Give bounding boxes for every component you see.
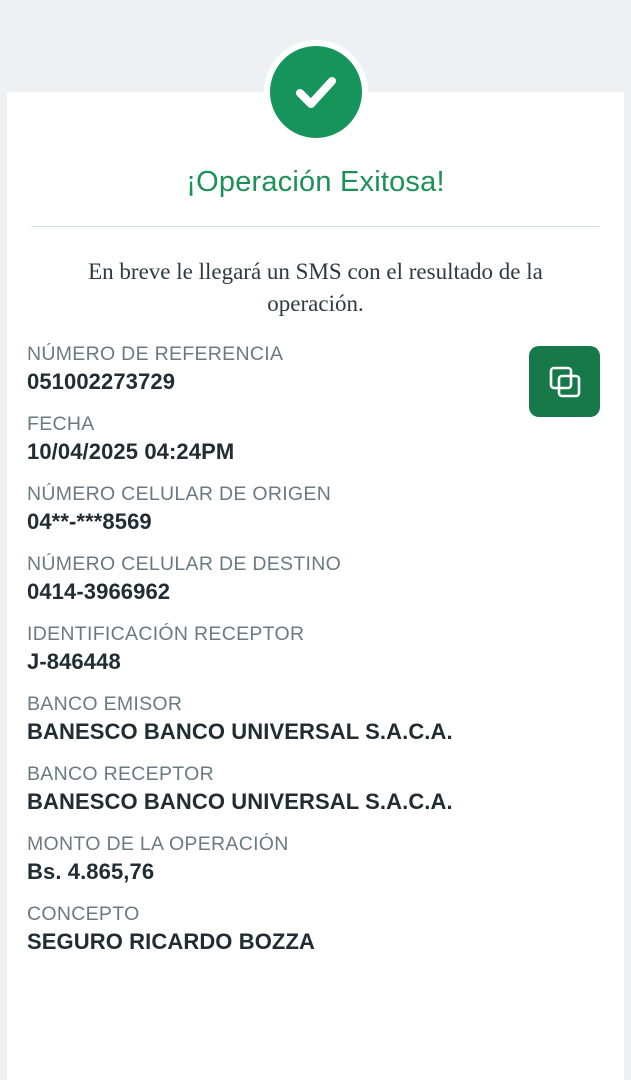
detail-label: MONTO DE LA OPERACIÓN: [27, 833, 289, 855]
detail-row-amount: [27, 832, 507, 886]
detail-label: BANCO EMISOR: [27, 693, 183, 715]
left-edge-strip: [0, 0, 7, 1080]
detail-row-receiving-bank: [27, 762, 507, 816]
detail-value: J-846448: [27, 649, 121, 674]
subtitle-text: En breve le llegará un SMS con el resultado de la operación.: [88, 259, 543, 316]
transaction-details-list: [27, 342, 507, 972]
detail-label: NÚMERO CELULAR DE ORIGEN: [27, 483, 332, 505]
copy-reference-button[interactable]: [529, 346, 600, 417]
detail-value: SEGURO RICARDO BOZZA: [27, 929, 315, 954]
copy-icon: [548, 365, 582, 399]
detail-label: NÚMERO DE REFERENCIA: [27, 343, 284, 365]
detail-value: 04**-***8569: [27, 509, 152, 534]
detail-label: FECHA: [27, 413, 95, 435]
detail-row-destination-phone: [27, 552, 507, 606]
detail-row-receiver-id: [27, 622, 507, 676]
detail-row-reference: [27, 342, 507, 396]
detail-value: 051002273729: [27, 369, 176, 394]
detail-value: BANESCO BANCO UNIVERSAL S.A.C.A.: [27, 789, 453, 814]
detail-value: 0414-3966962: [27, 579, 171, 604]
right-edge-strip: [624, 0, 631, 1080]
detail-row-origin-phone: [27, 482, 507, 536]
detail-label: IDENTIFICACIÓN RECEPTOR: [27, 623, 305, 645]
detail-label: CONCEPTO: [27, 903, 140, 925]
check-circle-icon: [270, 46, 362, 138]
detail-row-issuing-bank: [27, 692, 507, 746]
detail-label: NÚMERO CELULAR DE DESTINO: [27, 553, 342, 575]
page-title: ¡Operación Exitosa!: [186, 166, 445, 198]
title-divider: [31, 226, 600, 227]
detail-row-concept: [27, 902, 507, 956]
detail-label: BANCO RECEPTOR: [27, 763, 214, 785]
detail-value: 10/04/2025 04:24PM: [27, 439, 235, 464]
detail-row-date: [27, 412, 507, 466]
detail-value: Bs. 4.865,76: [27, 859, 155, 884]
detail-value: BANESCO BANCO UNIVERSAL S.A.C.A.: [27, 719, 453, 744]
